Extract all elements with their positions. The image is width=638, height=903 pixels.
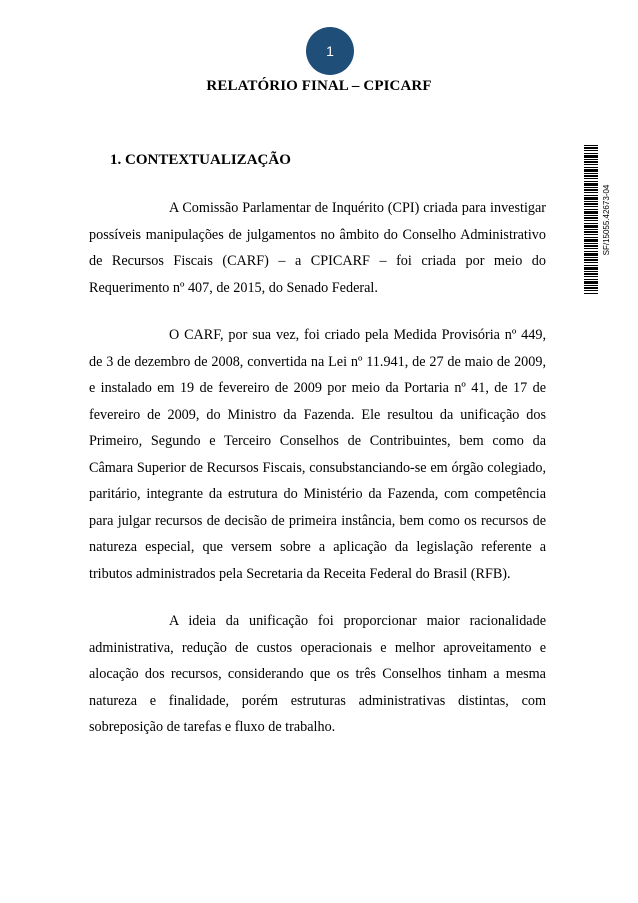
page-number-badge: 1 bbox=[306, 27, 354, 75]
paragraph-1: A Comissão Parlamentar de Inquérito (CPI) criada para investigar possíveis manipulações de julgamentos no âmbito do Conselho Administrativo de Recursos Fiscais (CARF) – a CPICARF – foi criada por meio do Requerimento nº 407, de 2015, do Senado Federal. bbox=[89, 200, 546, 296]
section-heading: 1. CONTEXTUALIZAÇÃO bbox=[110, 152, 291, 168]
document-stamp bbox=[584, 145, 628, 295]
stamp-code: SF/15055.42673-04 bbox=[602, 184, 611, 256]
barcode-icon bbox=[584, 145, 598, 295]
paragraph-3: A ideia da unificação foi proporcionar maior racionalidade administrativa, redução de custos operacionais e melhor aproveitamento e alocação dos recursos, considerando que os três Conselhos tinham a mesma natureza e finalidade, porém estruturas administrativas distintas, com sobreposição de tarefas e fluxo de trabalho. bbox=[89, 613, 546, 735]
document-body bbox=[89, 195, 546, 762]
paragraph-2: O CARF, por sua vez, foi criado pela Medida Provisória nº 449, de 3 de dezembro de 2008, convertida na Lei nº 11.941, de 27 de maio de 2009, e instalado em 19 de fevereiro de 2009 por meio da Portaria nº 41, de 17 de fevereiro de 2009, do Ministro da Fazenda. Ele resultou da unificação dos Primeiro, Segundo e Terceiro Conselhos de Contribuintes, bem como da Câmara Superior de Recursos Fiscais, consubstanciando-se em órgão colegiado, paritário, integrante da estrutura do Ministério da Fazenda, com competência para julgar recursos de decisão de primeira instância, bem como os recursos de natureza especial, que versem sobre a aplicação da legislação referente a tributos administrados pela Secretaria da Receita Federal do Brasil (RFB). bbox=[89, 327, 546, 582]
report-title: RELATÓRIO FINAL – CPICARF bbox=[206, 78, 432, 94]
